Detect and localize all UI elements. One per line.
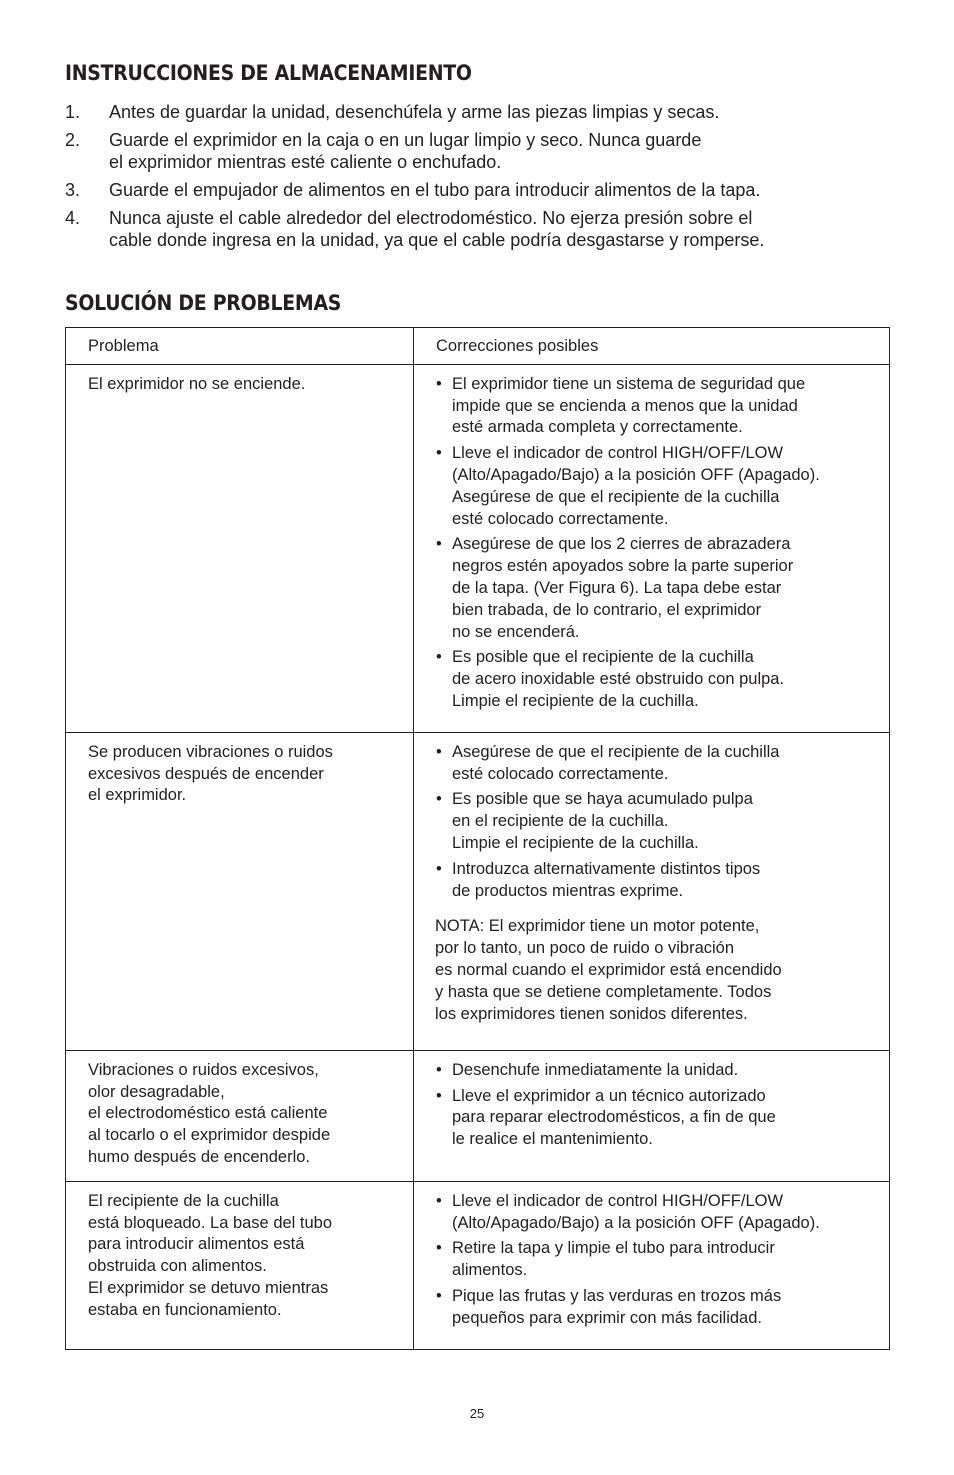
corrections-cell [414, 364, 890, 732]
note-text: El exprimidor tiene un motor potente, por lo tanto, un poco de ruido o vibración es normal cuando el exprimidor está encendido y hasta que se detiene completamente. Todos los exprimidores tienen sonidos diferentes. [435, 917, 782, 1023]
corrections-list [435, 1191, 885, 1330]
corrections-cell [414, 1050, 890, 1181]
corrections-cell [414, 1181, 890, 1349]
troubleshooting-table [65, 327, 890, 1350]
table-row [66, 1181, 890, 1349]
storage-step [65, 129, 895, 173]
step-number: 1. [65, 102, 81, 122]
table-row [66, 1050, 890, 1181]
correction-item: • Introduzca alternativamente distintos tipos de productos mientras exprime. [435, 859, 885, 903]
storage-steps [65, 101, 895, 257]
correction-item: • Retire la tapa y limpie el tubo para introducir alimentos. [435, 1238, 885, 1282]
corrections-list [435, 1060, 885, 1151]
correction-item: • Asegúrese de que el recipiente de la cuchilla esté colocado correctamente. [435, 742, 885, 786]
correction-item: • Es posible que se haya acumulado pulpa en el recipiente de la cuchilla. Limpie el recipiente de la cuchilla. [435, 789, 885, 854]
header-problem: Problema [66, 328, 414, 365]
corrections-list [435, 742, 885, 903]
correction-item: • Es posible que el recipiente de la cuchilla de acero inoxidable esté obstruido con pulpa. Limpie el recipiente de la cuchilla. [435, 647, 885, 712]
storage-step [65, 101, 895, 123]
problem-cell: El exprimidor no se enciende. [66, 364, 414, 732]
step-text: Nunca ajuste el cable alrededor del electrodoméstico. No ejerza presión sobre el cable donde ingresa en la unidad, ya que el cable podría desgastarse y romperse. [109, 208, 765, 250]
corrections-list [435, 374, 885, 713]
problem-cell: Se producen vibraciones o ruidos excesivos después de encender el exprimidor. [66, 732, 414, 1050]
table-row [66, 732, 890, 1050]
step-text: Guarde el empujador de alimentos en el tubo para introducir alimentos de la tapa. [109, 180, 761, 200]
storage-step [65, 207, 895, 251]
correction-item: • Desenchufe inmediatamente la unidad. [435, 1060, 885, 1082]
table-row [66, 364, 890, 732]
correction-item: • El exprimidor tiene un sistema de seguridad que impide que se encienda a menos que la unidad esté armada completa y correctamente. [435, 374, 885, 439]
correction-item: • Lleve el indicador de control HIGH/OFF/LOW (Alto/Apagado/Bajo) a la posición OFF (Apagado). [435, 1191, 885, 1235]
correction-item: • Lleve el indicador de control HIGH/OFF/LOW (Alto/Apagado/Bajo) a la posición OFF (Apagado). Asegúrese de que el recipiente de la cuchilla esté colocado correctamente. [435, 443, 885, 530]
correction-item: • Pique las frutas y las verduras en trozos más pequeños para exprimir con más facilidad. [435, 1286, 885, 1330]
problem-cell: El recipiente de la cuchilla está bloqueado. La base del tubo para introducir alimentos está obstruida con alimentos. El exprimidor se detuvo mientras estaba en funcionamiento. [66, 1181, 414, 1349]
step-number: 2. [65, 130, 81, 150]
note-label: NOTA: [435, 917, 485, 936]
problem-cell: Vibraciones o ruidos excesivos, olor desagradable, el electrodoméstico está caliente al tocarlo o el exprimidor despide humo después de encenderlo. [66, 1050, 414, 1181]
step-number: 4. [65, 208, 81, 228]
correction-item: • Asegúrese de que los 2 cierres de abrazadera negros estén apoyados sobre la parte superior de la tapa. (Ver Figura 6). La tapa debe estar bien trabada, de lo contrario, el exprimidor no se encenderá. [435, 534, 885, 643]
corrections-cell [414, 732, 890, 1050]
step-text: Guarde el exprimidor en la caja o en un lugar limpio y seco. Nunca guarde el exprimidor mientras esté caliente o enchufado. [109, 130, 702, 172]
step-text: Antes de guardar la unidad, desenchúfela y arme las piezas limpias y secas. [109, 102, 720, 122]
table-header-row [66, 328, 890, 365]
storage-step [65, 179, 895, 201]
note [435, 916, 885, 1025]
page-number: 25 [469, 1406, 485, 1421]
troubleshooting-title: SOLUCIÓN DE PROBLEMAS [65, 291, 342, 315]
correction-item: • Lleve el exprimidor a un técnico autorizado para reparar electrodomésticos, a fin de que le realice el mantenimiento. [435, 1086, 885, 1151]
header-corrections: Correcciones posibles [414, 328, 890, 365]
storage-title: INSTRUCCIONES DE ALMACENAMIENTO [65, 61, 472, 85]
step-number: 3. [65, 180, 81, 200]
